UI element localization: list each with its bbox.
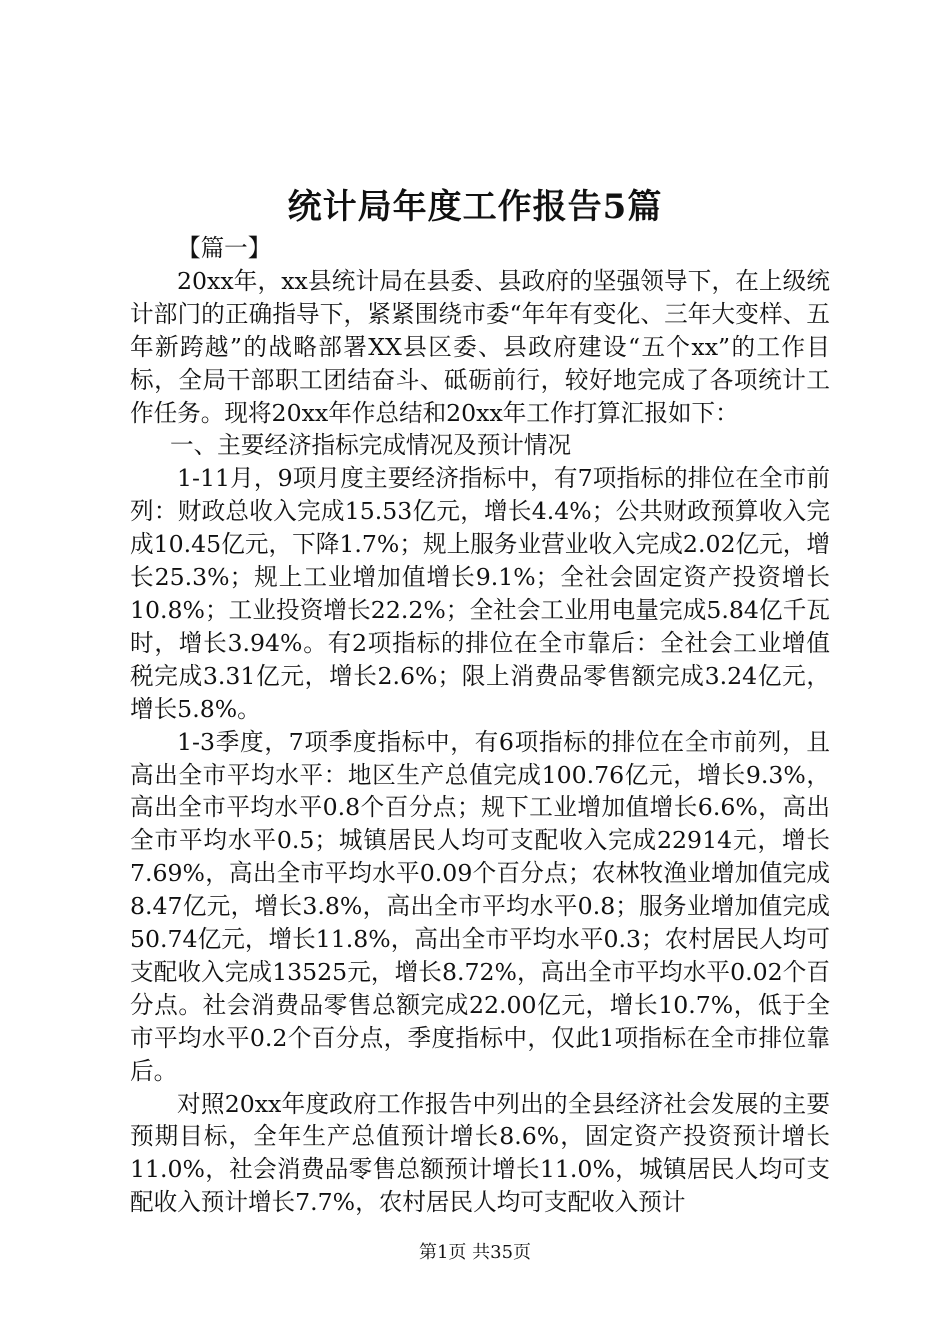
paragraph-intro: 20xx年，xx县统计局在县委、县政府的坚强领导下，在上级统计部门的正确指导下，紧紧围绕市委“年年有变化、三年大变样、五年新跨越”的战略部署XX县区委、县政府建设“五个xx”的工作目标，全局干部职工团结奋斗、砥砺前行，较好地完成了各项统计工作任务。现将20xx年作总结和20xx年工作打算汇报如下：: [130, 266, 830, 427]
section-heading: 一、主要经济指标完成情况及预计情况: [170, 431, 572, 460]
section-label: 【篇一】: [177, 234, 272, 262]
paragraph-quarterly: 1-3季度，7项季度指标中，有6项指标的排位在全市前列，且高出全市平均水平：地区生产总值完成100.76亿元，增长9.3%，高出全市平均水平0.8个百分点；规下工业增加值增长6.6%，高出全市平均水平0.5；城镇居民人均可支配收入完成22914元，增长7.69%，高出全市平均水平0.09个百分点；农林牧渔业增加值完成8.47亿元，增长3.8%，高出全市平均水平0.8；服务业增加值完成50.74亿元，增长11.8%，高出全市平均水平0.3；农村居民人均可支配收入完成13525元，增长8.72%，高出全市平均水平0.02个百分点。社会消费品零售总额完成22.00亿元，增长10.7%，低于全市平均水平0.2个百分点，季度指标中，仅此1项指标在全市排位靠后。: [130, 727, 830, 1085]
paragraph-monthly: 1-11月，9项月度主要经济指标中，有7项指标的排位在全市前列：财政总收入完成15.53亿元，增长4.4%；公共财政预算收入完成10.45亿元，下降1.7%；规上服务业营业收入完成2.02亿元，增长25.3%；规上工业增加值增长9.1%；全社会固定资产投资增长10.8%；工业投资增长22.2%；全社会工业用电量完成5.84亿千瓦时，增长3.94%。有2项指标的排位在全市靠后：全社会工业增值税完成3.31亿元，增长2.6%；限上消费品零售额完成3.24亿元，增长5.8%。: [130, 464, 830, 723]
paragraph-targets: 对照20xx年度政府工作报告中列出的全县经济社会发展的主要预期目标，全年生产总值预计增长8.6%，固定资产投资预计增长11.0%，社会消费品零售总额预计增长11.0%，城镇居民人均可支配收入预计增长7.7%，农村居民人均可支配收入预计: [130, 1089, 830, 1217]
document-title: 统计局年度工作报告5篇: [287, 187, 663, 227]
page-footer: 第1页 共35页: [418, 1242, 532, 1263]
document-body: [130, 232, 830, 1219]
